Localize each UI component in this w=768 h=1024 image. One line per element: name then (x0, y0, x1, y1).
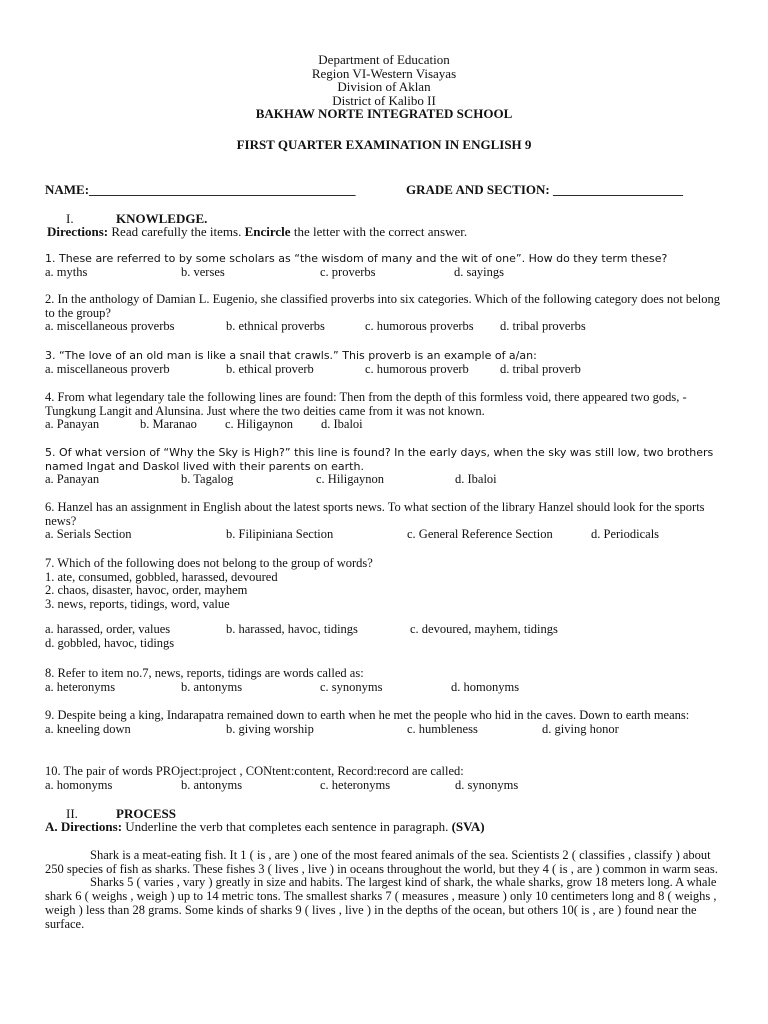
passage-paragraph-1: Shark is a meat-eating fish. It 1 ( is , are ) one of the most feared animals of the sea. Scientists 2 ( classifies , classify ) about 250 species of fish as sharks. These fishes 3 ( lives , live ) in oceans throughout the world, but they 4 ( is , are ) common in warm seas. (45, 848, 718, 876)
answer-options (45, 363, 725, 377)
header-department: Department of Education (318, 52, 450, 67)
option-d[interactable]: d. Ibaloi (321, 417, 363, 432)
section-title: PROCESS (116, 806, 176, 821)
question-4 (45, 391, 725, 432)
directions-text: Read carefully the items. (108, 224, 245, 239)
header-region: Region VI-Western Visayas (311, 65, 457, 81)
question-10 (45, 765, 725, 793)
answer-options (45, 320, 725, 334)
option-c[interactable]: c. humbleness (407, 721, 478, 736)
header-district: District of Kalibo II (332, 92, 436, 108)
option-a[interactable]: a. myths (45, 264, 88, 279)
answer-options (45, 528, 725, 542)
option-d[interactable]: d. Ibaloi (455, 472, 497, 487)
question-9 (45, 709, 725, 737)
option-c[interactable]: c. humorous proverb (365, 361, 469, 376)
option-c[interactable]: c. devoured, mayhem, tidings (410, 622, 558, 637)
question-stem: 8. Refer to item no.7, news, reports, tidings are words called as: (45, 666, 364, 680)
name-field: NAME:_________________________________________ (45, 182, 356, 197)
option-a[interactable]: a. kneeling down (45, 721, 131, 736)
section-number: II. (66, 806, 78, 821)
option-b[interactable]: b. Filipiniana Section (226, 527, 334, 542)
document-header (0, 53, 768, 121)
option-b[interactable]: b. ethical proverb (226, 361, 314, 376)
section-process-directions (45, 819, 485, 835)
option-a[interactable]: a. homonyms (45, 777, 113, 792)
word-group-1: 1. ate, consumed, gobbled, harassed, devoured (45, 569, 278, 584)
question-8 (45, 667, 725, 695)
option-c[interactable]: c. Hiligaynon (316, 472, 385, 487)
question-stem: 9. Despite being a king, Indarapatra remained down to earth when he met the people who hid in the caves. Down to earth means: (45, 708, 690, 722)
question-3 (45, 349, 725, 377)
header-school: BAKHAW NORTE INTEGRATED SCHOOL (255, 106, 513, 121)
section-knowledge-directions (47, 224, 467, 240)
directions-text: the letter with the correct answer. (290, 224, 468, 239)
option-c[interactable]: c. proverbs (320, 264, 376, 279)
directions-label: Directions: (47, 224, 109, 239)
option-c[interactable]: c. heteronyms (320, 777, 391, 792)
word-group-2: 2. chaos, disaster, havoc, order, mayhem (45, 583, 248, 598)
option-d[interactable]: d. homonyms (451, 679, 520, 694)
option-b[interactable]: b. ethnical proverbs (226, 319, 325, 334)
question-7 (45, 557, 725, 651)
option-a[interactable]: a. Panayan (45, 472, 100, 487)
question-stem: 3. “The love of an old man is like a snail that crawls.” This proverb is an example of a/an: (45, 349, 537, 362)
option-d[interactable]: d. Periodicals (591, 527, 660, 542)
section-title: KNOWLEDGE. (116, 211, 208, 226)
question-stem: 7. Which of the following does not belong to the group of words? (45, 556, 373, 570)
question-1 (45, 252, 725, 280)
option-b[interactable]: b. Tagalog (181, 472, 234, 487)
word-group-3: 3. news, reports, tidings, word, value (45, 596, 230, 611)
directions-text: Underline the verb that completes each sentence in paragraph. (122, 819, 452, 834)
answer-options (45, 473, 725, 487)
directions-label: A. Directions: (45, 819, 123, 834)
option-b[interactable]: b. Maranao (140, 417, 197, 432)
answer-options (45, 723, 725, 737)
exam-title: FIRST QUARTER EXAMINATION IN ENGLISH 9 (236, 137, 532, 152)
answer-options (45, 637, 725, 651)
grade-section-field: GRADE AND SECTION: ____________________ (406, 182, 683, 197)
option-a[interactable]: a. miscellaneous proverb (45, 361, 170, 376)
option-d[interactable]: d. synonyms (455, 777, 519, 792)
answer-options (45, 266, 725, 280)
option-c[interactable]: c. General Reference Section (407, 527, 553, 542)
option-d[interactable]: d. tribal proverbs (500, 319, 586, 334)
sva-passage (45, 849, 725, 931)
option-d[interactable]: d. tribal proverb (500, 361, 581, 376)
question-stem: 5. Of what version of “Why the Sky is High?” this line is found? In the early days, when the sky was still low, two brothers named Ingat and Daskol lived with their parents on earth. (45, 446, 714, 473)
option-a[interactable]: a. Serials Section (45, 527, 132, 542)
option-c[interactable]: c. synonyms (320, 679, 383, 694)
option-a[interactable]: a. heteronyms (45, 679, 116, 694)
option-d[interactable]: d. sayings (454, 264, 504, 279)
option-a[interactable]: a. Panayan (45, 417, 100, 432)
answer-options (45, 779, 725, 793)
option-d[interactable]: d. giving honor (542, 721, 619, 736)
option-b[interactable]: b. antonyms (181, 777, 243, 792)
question-stem: 2. In the anthology of Damian L. Eugenio, she classified proverbs into six categories. Which of the following category does not belong to the group? (45, 292, 720, 320)
question-5 (45, 446, 725, 487)
directions-emphasis: Encircle (244, 224, 291, 239)
question-stem: 1. These are referred to by some scholars as “the wisdom of many and the wit of one”. How do they term these? (45, 252, 668, 265)
option-b[interactable]: b. giving worship (226, 721, 314, 736)
option-c[interactable]: c. humorous proverbs (365, 319, 474, 334)
answer-options (45, 681, 725, 695)
section-number: I. (66, 211, 74, 226)
option-a[interactable]: a. harassed, order, values (45, 622, 171, 637)
option-b[interactable]: b. harassed, havoc, tidings (226, 622, 358, 637)
question-stem: 10. The pair of words PROject:project , CONtent:content, Record:record are called: (45, 764, 464, 778)
question-stem: 4. From what legendary tale the following lines are found: Then from the depth of this formless void, there appeared two gods, - Tungkung Langit and Alunsina. Just where the two deities came from it was not known. (45, 390, 687, 418)
answer-options (45, 623, 725, 637)
question-stem: 6. Hanzel has an assignment in English about the latest sports news. To what section of the library Hanzel should look for the sports news? (45, 500, 705, 528)
answer-options (45, 418, 725, 432)
option-a[interactable]: a. miscellaneous proverbs (45, 319, 175, 334)
header-division: Division of Aklan (337, 79, 431, 94)
passage-paragraph-2: Sharks 5 ( varies , vary ) greatly in size and habits. The largest kind of shark, the whale sharks, grow 18 meters long. A whale shark 6 ( weighs , weigh ) up to 14 metric tons. The smallest sharks 7 ( measures , measure ) only 10 centimeters long and 8 ( weighs , weigh ) less than 28 grams. Some kinds of sharks 9 ( lives , live ) in the depths of the ocean, but others 10( is , are ) found near the surface. (45, 875, 717, 931)
question-6 (45, 501, 725, 542)
option-b[interactable]: b. antonyms (181, 679, 243, 694)
directions-tag: (SVA) (451, 819, 485, 834)
question-2 (45, 293, 725, 334)
option-b[interactable]: b. verses (181, 264, 225, 279)
option-c[interactable]: c. Hiligaynon (225, 417, 294, 432)
option-d[interactable]: d. gobbled, havoc, tidings (45, 636, 175, 651)
